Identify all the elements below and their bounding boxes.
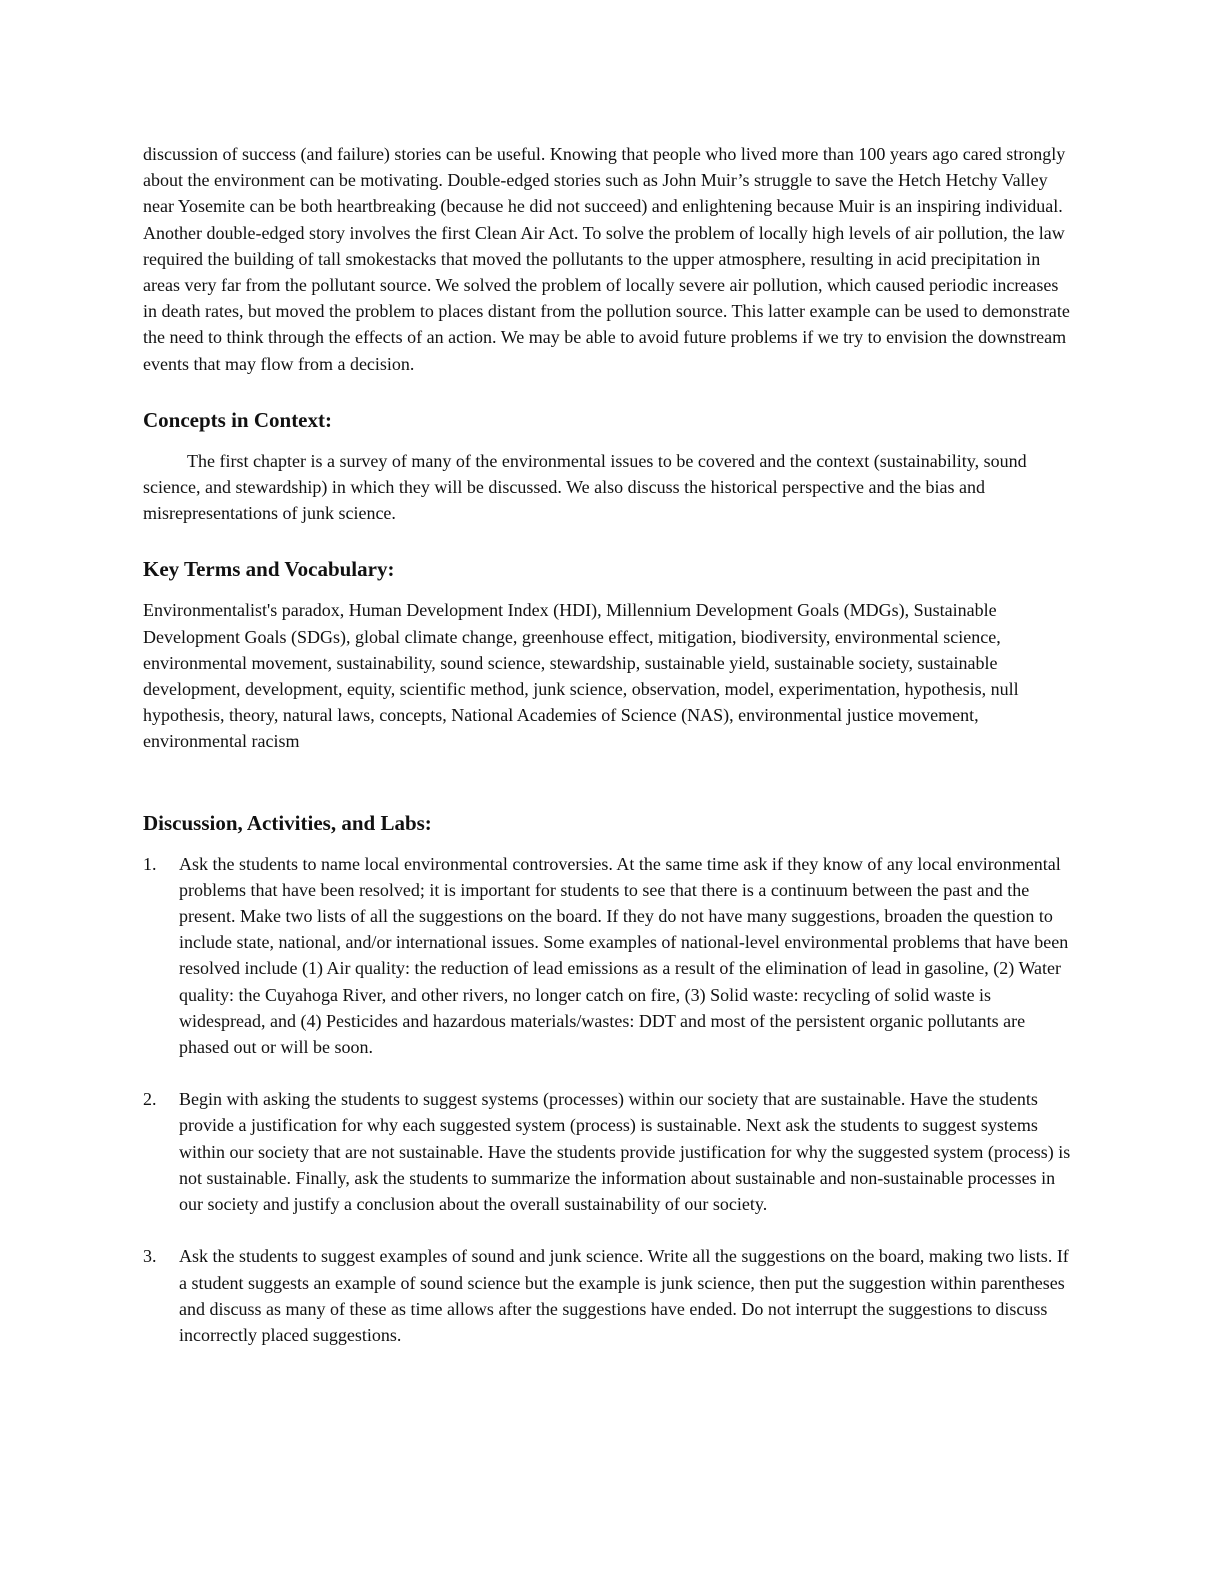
labs-heading: Discussion, Activities, and Labs: [143,810,432,835]
labs-list [143,851,1073,1348]
list-item [143,851,1073,1061]
list-item [143,1086,1073,1217]
document-page [143,141,1073,1374]
vocabulary-heading: Key Terms and Vocabulary: [143,557,395,582]
list-item-text: Ask the students to name local environmental controversies. At the same time ask if they know of any local environmental problems that have been resolved; it is important for students to see that there is a continuum between the past and the present. Make two lists of all the suggestions on the board. If they do not have many suggestions, broaden the question to include state, national, and/or international issues. Some examples of national-level environmental problems that have been resolved include (1) Air quality: the reduction of lead emissions as a result of the elimination of lead in gasoline, (2) Water quality: the Cuyahoga River, and other rivers, no longer catch on fire, (3) Solid waste: recycling of solid waste is widespread, and (4) Pesticides and hazardous materials/wastes: DDT and most of the persistent organic pollutants are phased out or will be soon. [179,853,1069,1058]
list-item-text: Begin with asking the students to suggest systems (processes) within our society that are sustainable. Have the students provide a justification for why each suggested system (process) is sustainable. Next ask the students to suggest systems within our society that are not sustainable. Have the students provide justification for why the suggested system (process) is not sustainable. Finally, ask the students to summarize the information about sustainable and non-sustainable processes in our society and justify a conclusion about the overall sustainability of our society. [179,1089,1071,1215]
list-item-number: 1. [143,853,157,874]
concepts-heading: Concepts in Context: [143,407,332,432]
intro-paragraph: discussion of success (and failure) stories can be useful. Knowing that people who lived more than 100 years ago cared strongly about the environment can be motivating. Double-edged stories such as John Muir’s struggle to save the Hetch Hetchy Valley near Yosemite can be both heartbreaking (because he did not succeed) and enlightening because Muir is an inspiring individual. Another double-edged story involves the first Clean Air Act. To solve the problem of locally high levels of air pollution, the law required the building of tall smokestacks that moved the pollutants to the upper atmosphere, resulting in acid precipitation in areas very far from the pollutant source. We solved the problem of locally severe air pollution, which caused periodic increases in death rates, but moved the problem to places distant from the pollution source. This latter example can be used to demonstrate the need to think through the effects of an action. We may be able to avoid future problems if we try to envision the downstream events that may flow from a decision. [143,144,1070,374]
list-item-number: 3. [143,1246,157,1267]
list-item-text: Ask the students to suggest examples of sound and junk science. Write all the suggestions on the board, making two lists. If a student suggests an example of sound science but the example is junk science, then put the suggestion within parentheses and discuss as many of these as time allows after the suggestions have ended. Do not interrupt the suggestions to discuss incorrectly placed suggestions. [179,1246,1069,1345]
list-item-number: 2. [143,1089,157,1110]
vocabulary-paragraph: Environmentalist's paradox, Human Development Index (HDI), Millennium Development Goals (MDGs), Sustainable Development Goals (SDGs), global climate change, greenhouse effect, mitigation, biodiversity, environmental science, environmental movement, sustainability, sound science, stewardship, sustainable yield, sustainable society, sustainable development, development, equity, scientific method, junk science, observation, model, experimentation, hypothesis, null hypothesis, theory, natural laws, concepts, National Academies of Science (NAS), environmental justice movement, environmental racism [143,600,1019,752]
list-item [143,1243,1073,1348]
concepts-paragraph: The first chapter is a survey of many of the environmental issues to be covered and the context (sustainability, sound science, and stewardship) in which they will be discussed. We also discuss the historical perspective and the bias and misrepresentations of junk science. [143,450,1027,524]
